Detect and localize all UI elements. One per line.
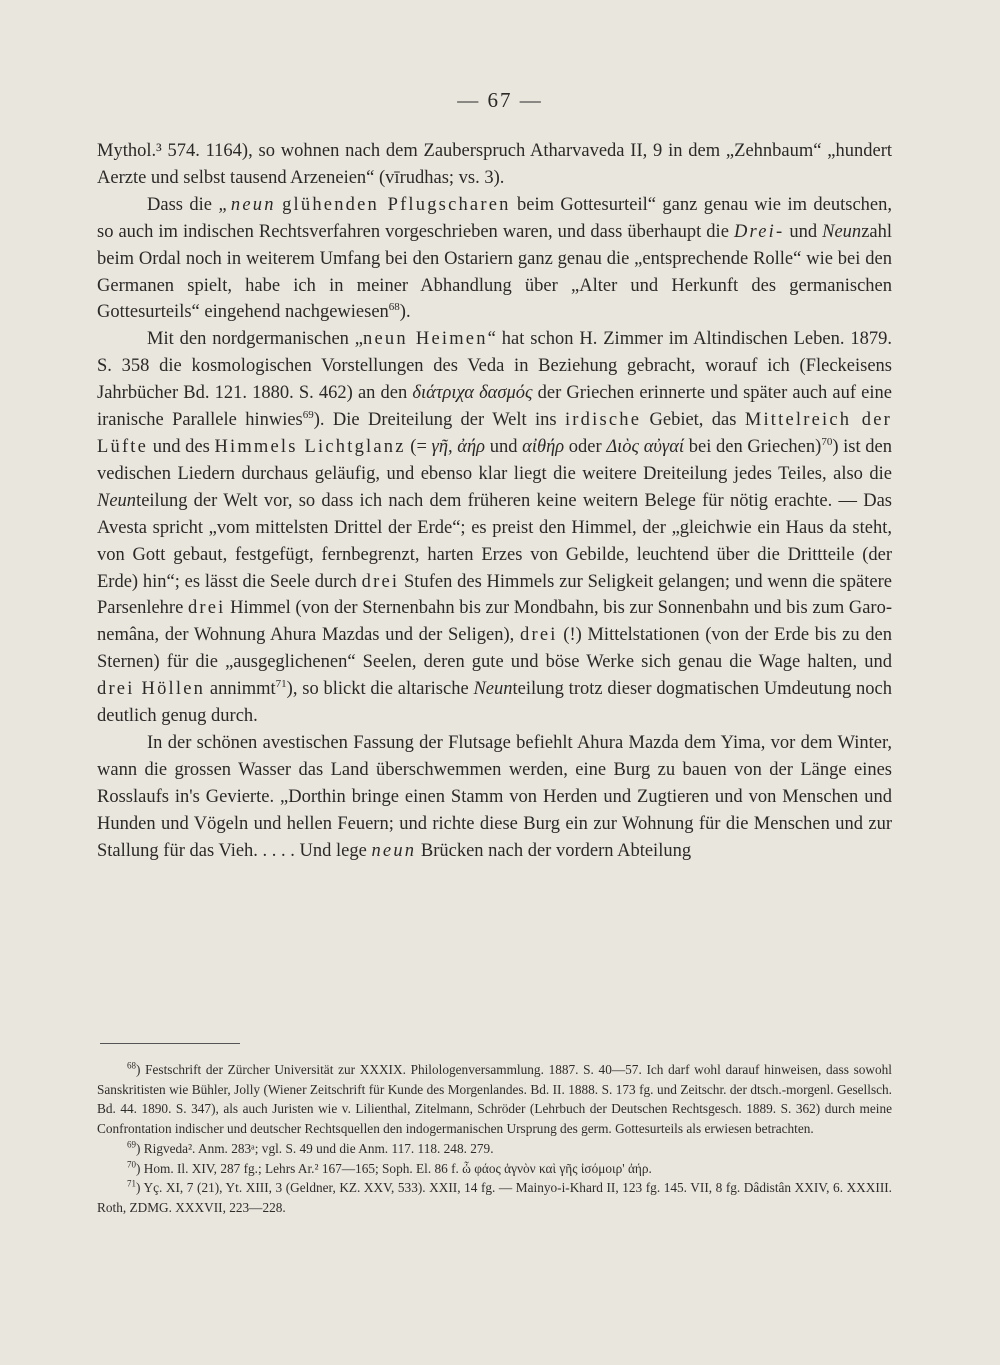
text-run: und (784, 221, 823, 242)
paragraph-4 (97, 730, 892, 865)
footnote-text: ) Yç. XI, 7 (21), Yt. XIII, 3 (Geldner, KZ. XXV, 533). XXII, 14 fg. — Mainyo-i-Khard II, 123 fg. 145. VII, 8 fg. Dâdistân XXIV, 6. XXXIII. Roth, ZDMG. XXXVII, 223—228. (97, 1180, 892, 1215)
text-run: bei den Griechen) (684, 436, 822, 457)
text-run: der Griechen erinnerte und später auch auf eine iranische Parallele hinwies (97, 383, 892, 431)
text-run: ). Die Dreiteilung der Welt ins (313, 410, 565, 431)
footnote-text: ) Festschrift der Zürcher Universität zur XXXIX. Philologenversammlung. 1887. S. 40—57. Ich darf wohl darauf hinweisen, dass sowohl Sanskritisten wie Bühler, Jolly (Wiener Zeitschrift für Kunde des Morgenlandes. Bd. II. 1888. S. 173 fg. und Zeitschr. der dtsch.-morgenl. Gesellsch. Bd. 44. 1890. S. 347), als auch Juristen wie v. Lilienthal, Zitelmann, Schröder (Lehrbuch der Deutschen Rechtsgesch. 1889. S. 362) durch meine Confrontation indischer und deutscher Rechtsquellen den indogermanischen Ursprung des germ. Gottesurteils als erwiesen betrachten. (97, 1062, 892, 1137)
footnote-ref: 70 (821, 435, 833, 448)
emphasis-neun: neun (371, 840, 417, 861)
spaced-word: drei (520, 625, 558, 646)
text-run: annimmt (205, 679, 276, 700)
text-run: Brücken nach der vordern Abteilung (416, 840, 692, 861)
footnote-number: 71 (127, 1178, 136, 1189)
emphasis-neun: Neun (822, 221, 862, 242)
greek-phrase: αἰθήρ (522, 436, 565, 457)
footnote-text: ) Hom. Il. XIV, 287 fg.; Lehrs Ar.² 167—165; Soph. El. 86 f. ὦ φάος ἁγνὸν καὶ γῆς ἰσόμοιρ' ἀήρ. (136, 1160, 652, 1176)
footnote-number: 70 (127, 1159, 136, 1170)
spaced-phrase: irdische (564, 410, 642, 431)
footnote-number: 68 (127, 1060, 136, 1071)
spaced-phrase: Himmels Lichtglanz (214, 436, 406, 457)
paragraph-2 (97, 192, 892, 327)
text-run: (= (405, 436, 432, 457)
footnote-number: 69 (127, 1139, 136, 1150)
text-run: “ hat schon H. Zimmer im Altindischen Leben. 1879. S. 358 die kosmologischen Vorstellungen des Veda in Beziehung gebracht, worauf ich (Fleckeisens Jahrbücher Bd. 121. 1880. S. 462) an den (97, 329, 893, 404)
footnote-divider (100, 1043, 240, 1044)
text-run: ) ist den vedischen Liedern durchaus geläufig, und ebenso klar liegt die weitere Dreiteilung jedes Teiles, also die (97, 436, 892, 484)
footnotes (97, 1060, 892, 1218)
emphasis-neun: Neun (97, 490, 137, 511)
spaced-phrase: drei Höllen (97, 679, 206, 700)
emphasis-neun: Neun (473, 679, 513, 700)
footnote-text: ) Rigveda². Anm. 283ᵃ; vgl. S. 49 und die Anm. 117. 118. 248. 279. (136, 1140, 494, 1156)
spaced-phrase: Mittelreich der Lüfte (97, 410, 892, 457)
text-run: beim Gottesurteil“ ganz genau wie im deutschen, so auch im indischen Rechtsverfahren vorgeschrieben waren, und dass überhaupt die (97, 194, 892, 242)
paragraph-1: Mythol.³ 574. 1164), so wohnen nach dem Zauberspruch Atharvaveda II, 9 in dem „Zehnbaum“ „hundert Aerzte und selbst tausend Arzeneien“ (vīrudhas; vs. 3). (97, 141, 892, 188)
spaced-phrase: glühenden Pflugscharen (282, 194, 511, 215)
text-run: Mit den nordgermanischen „ (147, 329, 364, 350)
footnote-ref: 68 (388, 301, 400, 314)
text-run: Gebiet, das (641, 410, 745, 431)
spaced-word: drei (361, 571, 400, 592)
text-run: teilung trotz dieser dogmatischen Umdeutung noch deutlich genug durch. (97, 679, 892, 727)
page-number: — 67 — (457, 88, 543, 112)
spaced-word: drei (187, 598, 226, 619)
text-run: (!) Mittelstationen (von der Erde bis zu den Sternen) für die „ausgeglichenen“ Seelen, deren gute und böse Werke sich genau die Wage halten, und (97, 625, 892, 673)
emphasis-drei: Drei- (733, 221, 785, 242)
footnote-71 (97, 1178, 892, 1217)
text-run: Stufen des Himmels zur Seligkeit gelangen; und wenn die spätere Parsenlehre (97, 571, 892, 619)
footnote-ref: 69 (302, 408, 314, 421)
text-run: Himmel (von der Sternenbahn bis zur Mondbahn, bis zur Sonnenbahn und bis zum Garo-nemâna, der Wohnung Ahura Mazdas und der Seligen), (97, 598, 893, 646)
footnote-69 (97, 1139, 892, 1159)
greek-phrase: γῆ, ἀήρ (431, 436, 486, 457)
greek-phrase: διάτριχα δασμός (412, 383, 533, 404)
text-run: zahl beim Ordal noch in weiterem Umfang bei den Ostariern ganz genau die „entsprechende Rolle“ wie bei den Germanen spielt, habe ich in meiner Abhandlung über „Alter und Herkunft des germanischen Gottesurteils“ eingehend nachgewiesen (97, 221, 892, 323)
footnote-ref: 71 (275, 677, 287, 690)
footnote-68 (97, 1060, 892, 1139)
text-run: ), so blickt die altarische (286, 679, 474, 700)
main-text (97, 138, 892, 864)
text-run: ). (399, 302, 411, 323)
greek-phrase: Διὸς αὐγαί (606, 436, 685, 457)
text-run: oder (564, 436, 607, 457)
paragraph-3 (97, 326, 892, 730)
text-run: und des (148, 436, 215, 457)
text-run: teilung der Welt vor, so dass ich nach dem früheren keine weitern Belege für nötig erachte. — Das Avesta spricht „vom mittelsten Drittel der Erde“; es preist den Himmel, der „gleichwie ein Haus da steht, von Gott gebaut, festgefügt, fernbegrenzt, harten Erzes von Gebilde, leuchtend über die Drittteile (der Erde) hin“; es lässt die Seele durch (97, 490, 892, 592)
text-run: In der schönen avestischen Fassung der Flutsage befiehlt Ahura Mazda dem Yima, vor dem Winter, wann die grossen Wasser das Land überschwemmen werden, eine Burg zu bauen von der Länge eines Rosslaufs in's Gevierte. „Dorthin bringe einen Stamm von Herden und Zugtieren und von Menschen und Hunden und Vögeln und hellen Feuern; und richte diese Burg ein zur Wohnung für die Menschen und zur Stallung für das Vieh. . . . . Und lege (97, 732, 892, 861)
text-run: und (485, 436, 523, 457)
spaced-phrase: neun Heimen (363, 329, 488, 350)
emphasis-neun: „neun (218, 194, 276, 215)
footnote-70 (97, 1159, 892, 1179)
text-run: Dass die (147, 194, 219, 215)
